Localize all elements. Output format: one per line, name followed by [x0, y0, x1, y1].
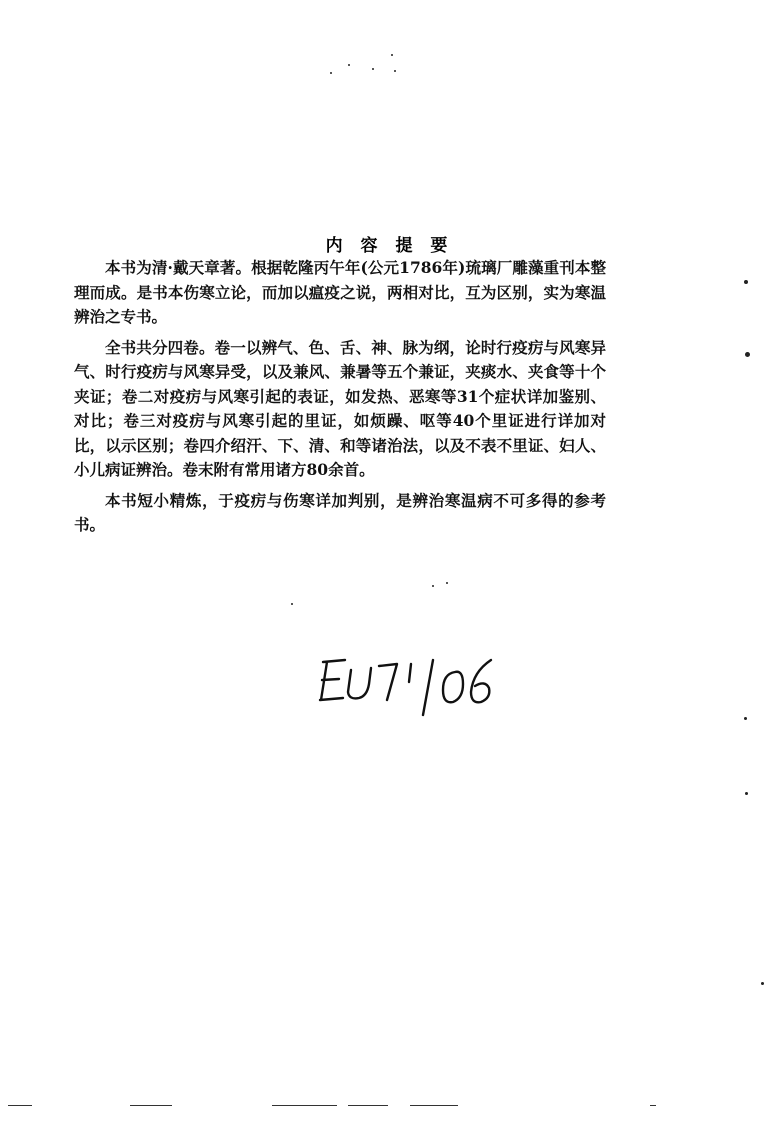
margin-mark — [745, 792, 748, 795]
scan-speck — [348, 64, 350, 66]
page-title: 内 容 提 要 — [325, 236, 454, 257]
scan-edge-line — [272, 1105, 337, 1106]
scan-speck — [291, 603, 293, 605]
margin-mark — [761, 982, 764, 985]
scan-speck — [330, 72, 332, 74]
margin-mark — [745, 352, 750, 357]
handwriting-drawing — [315, 640, 515, 720]
scan-speck — [391, 54, 393, 56]
scan-speck — [432, 585, 434, 587]
scan-speck — [372, 68, 374, 70]
margin-mark — [744, 280, 748, 284]
scan-edge-line — [650, 1105, 656, 1106]
scan-speck — [394, 70, 396, 72]
handwritten-call-number — [315, 640, 515, 720]
paragraph-contents: 全书共分四卷。卷一以辨气、色、舌、神、脉为纲，论时行疫疠与风寒异气、时行疫疠与风寒异受，以及兼风、兼暑等五个兼证，夹痰水、夹食等十个夹证；卷二对疫疠与风寒引起的表证，如发热、恶寒等31个症状详加鉴别、对比；卷三对疫疠与风寒引起的里证，如烦躁、呕等40个里证进行详加对比，以示区别；卷四介绍汗、下、清、和等诸治法，以及不表不里证、妇人、小儿病证辨治。卷末附有常用诸方80余首。 — [74, 337, 606, 479]
paragraph-intro: 本书为清·戴天章著。根据乾隆丙午年(公元1786年)琉璃厂雕藻重刊本整理而成。是书本伤寒立论，而加以瘟疫之说，两相对比，互为区别，实为寒温辨治之专书。 — [74, 258, 606, 326]
summary-body — [74, 256, 606, 538]
scan-edge-line — [348, 1105, 388, 1106]
margin-mark — [744, 717, 747, 720]
scan-edge-line — [8, 1105, 32, 1106]
scan-edge-line — [130, 1105, 172, 1106]
paragraph-conclusion: 本书短小精炼，于疫疠与伤寒详加判别，是辨治寒温病不可多得的参考书。 — [74, 490, 606, 534]
scan-speck — [446, 582, 448, 584]
scan-edge-line — [410, 1105, 458, 1106]
